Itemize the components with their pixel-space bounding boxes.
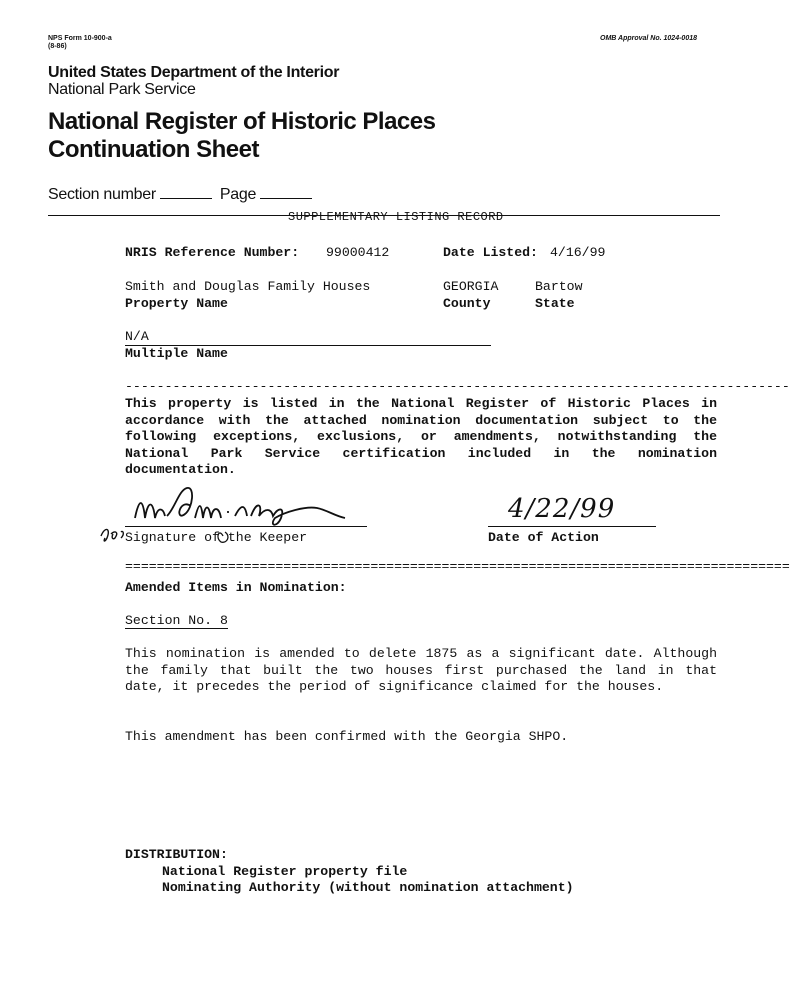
property-name-value: Smith and Douglas Family Houses: [125, 279, 371, 294]
record-heading: SUPPLEMENTARY LISTING RECORD: [288, 210, 504, 224]
state-value: Bartow: [535, 279, 583, 294]
distribution-item: National Register property file: [162, 864, 408, 879]
page-title: [48, 108, 435, 164]
nris-label: NRIS Reference Number:: [125, 245, 300, 260]
form-date-text: (8-86): [48, 43, 67, 50]
nris-value: 99000412: [326, 245, 390, 260]
agency-name: National Park Service: [48, 81, 196, 98]
section-reference-text: Section No. 8: [125, 613, 228, 628]
multiple-name-label: Multiple Name: [125, 346, 228, 361]
section-number-label: Section number: [48, 186, 156, 203]
department-name: United States Department of the Interior: [48, 64, 340, 81]
title-line-1: National Register of Historic Places: [48, 108, 436, 135]
page-label: Page: [219, 186, 257, 203]
amendment-text: This nomination is amended to delete 1875 as a significant date. Although the family that built the two houses first purchased the land in that date, it precedes the period of significance claimed for the houses.: [125, 646, 717, 695]
listing-statement: This property is listed in the National Register of Historic Places in accordance with the attached nomination documentation subject to the following exceptions, exclusions, or amendments, notwithstanding the National Park Service certification included in the nomination documentation.: [125, 396, 717, 478]
signature-line: [125, 526, 367, 527]
double-divider: ====================================================================================: [125, 559, 790, 574]
county-value: GEORGIA: [443, 279, 499, 294]
form-number-text: NPS Form 10-900-a: [48, 35, 112, 42]
state-label: State: [535, 296, 575, 311]
property-name-label: Property Name: [125, 296, 228, 311]
signature-label: Signature of the Keeper: [125, 530, 308, 545]
date-listed-label: Date Listed:: [443, 245, 538, 260]
county-label: County: [443, 296, 491, 311]
date-listed-value: 4/16/99: [550, 245, 606, 260]
amended-heading: Amended Items in Nomination:: [125, 580, 347, 595]
multiple-name-value: N/A: [125, 329, 149, 344]
action-date-handwritten: 4/22/99: [508, 494, 616, 524]
confirmation-text: This amendment has been confirmed with the Georgia SHPO.: [125, 729, 569, 744]
section-page-line: [48, 186, 320, 204]
page-blank: [260, 197, 312, 199]
distribution-item: Nominating Authority (without nomination attachment): [162, 880, 574, 895]
distribution-heading: DISTRIBUTION:: [125, 847, 228, 862]
action-date-line: [488, 526, 656, 527]
section-reference: [125, 613, 228, 630]
omb-approval: OMB Approval No. 1024-0018: [600, 35, 697, 42]
form-number: [48, 35, 112, 51]
dashed-divider: ------------------------------------------------------------------------------------: [125, 379, 790, 394]
section-number-blank: [160, 197, 212, 199]
title-line-2: Continuation Sheet: [48, 136, 259, 163]
action-date-label: Date of Action: [488, 530, 599, 545]
